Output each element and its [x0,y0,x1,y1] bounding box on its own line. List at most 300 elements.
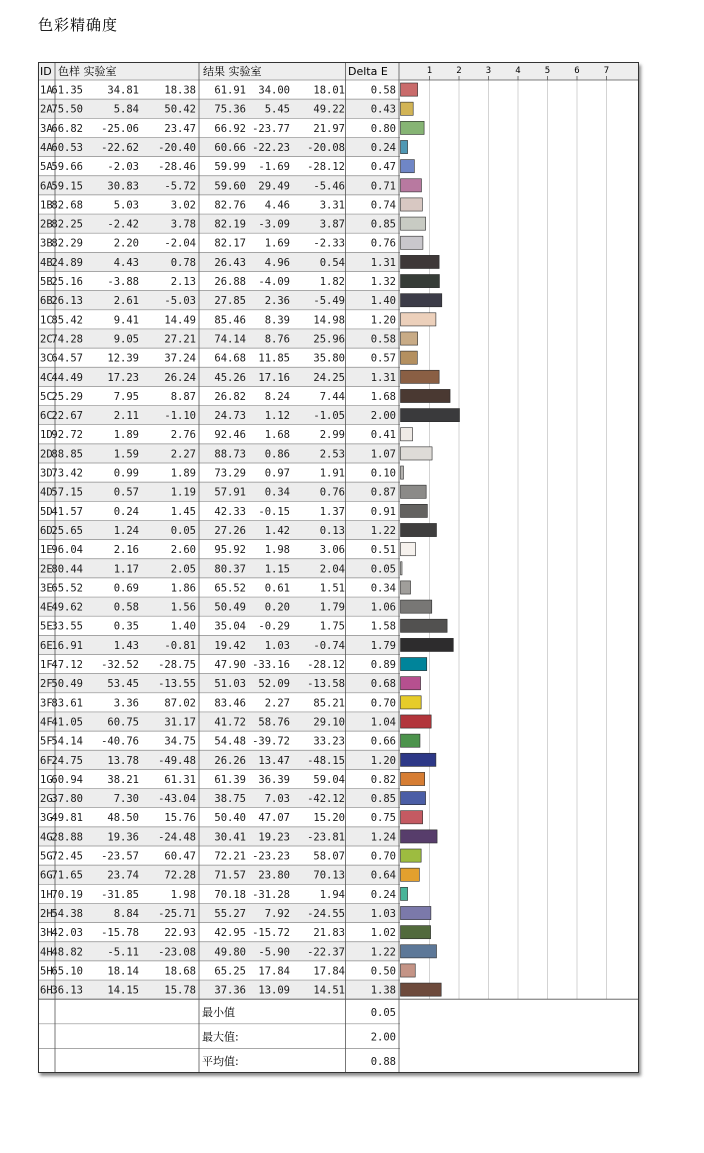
cell-sample-b: 14.49 [164,314,196,327]
cell-delta-e: 1.02 [370,927,396,940]
cell-result-b: 1.75 [319,620,345,633]
cell-result-l: 74.14 [214,333,246,346]
cell-id: 3F [40,697,53,710]
cell-sample-l: 59.66 [51,161,83,174]
cell-result-l: 49.80 [214,946,246,959]
delta-e-bar [401,734,420,747]
cell-sample-b: 15.78 [164,984,196,997]
cell-sample-l: 75.50 [51,103,83,116]
cell-result-l: 47.90 [214,659,246,671]
cell-sample-l: 24.89 [51,256,83,269]
cell-sample-a: -23.57 [101,850,139,863]
cell-delta-e: 1.32 [370,276,396,288]
cell-sample-a: 5.03 [113,199,139,212]
cell-sample-b: 2.13 [170,276,196,288]
cell-id: 1C [40,314,53,327]
cell-result-b: 0.13 [319,524,345,537]
cell-delta-e: 1.31 [370,371,396,384]
cell-delta-e: 0.89 [370,659,396,671]
cell-sample-a: 9.05 [113,333,139,346]
cell-result-l: 82.17 [214,237,246,250]
cell-delta-e: 1.58 [370,620,396,633]
cell-result-a: 58.76 [258,716,290,729]
delta-e-bar [401,447,433,460]
delta-e-bar [401,849,422,862]
cell-result-l: 27.26 [214,524,246,537]
cell-result-b: 3.06 [319,544,345,557]
cell-sample-a: 2.11 [113,410,139,423]
cell-result-a: 1.42 [264,524,290,537]
delta-e-bar [401,945,437,958]
cell-sample-a: 60.75 [107,716,139,729]
cell-sample-a: -25.06 [101,122,139,135]
cell-id: 4A [40,141,53,154]
cell-result-b: 0.54 [319,256,345,269]
cell-delta-e: 0.70 [370,697,396,710]
cell-result-b: -24.55 [307,907,345,920]
cell-result-b: 49.22 [313,103,345,116]
cell-sample-b: 23.47 [164,122,196,135]
cell-result-l: 59.60 [214,180,246,193]
cell-result-b: -13.58 [307,678,345,691]
cell-sample-a: 0.24 [113,505,139,518]
cell-id: 2H [40,907,53,920]
cell-sample-a: 7.95 [113,390,139,403]
cell-sample-a: 9.41 [113,314,139,327]
cell-sample-l: 96.04 [51,544,83,557]
cell-result-l: 60.66 [214,141,246,154]
cell-delta-e: 0.64 [370,869,396,882]
cell-sample-b: 1.56 [170,601,196,614]
delta-e-bar [401,409,460,422]
cell-sample-a: 2.20 [113,237,139,250]
cell-sample-b: 0.05 [170,524,196,537]
delta-e-bar [401,619,448,632]
cell-result-a: 1.03 [264,639,290,652]
delta-e-bar [401,677,421,690]
cell-sample-l: 25.29 [51,390,83,403]
cell-result-b: -48.15 [307,754,345,767]
delta-e-bar [401,638,454,651]
cell-result-l: 51.03 [214,678,246,691]
cell-id: 2A [40,103,53,116]
cell-result-b: -28.12 [307,659,345,671]
delta-e-bar [401,581,411,594]
cell-id: 1G [40,773,53,786]
cell-result-b: 1.94 [319,888,345,901]
cell-sample-l: 37.80 [51,793,83,806]
cell-sample-a: 18.14 [107,965,139,978]
cell-result-l: 54.48 [214,735,246,748]
cell-id: 3G [40,812,53,825]
cell-result-b: 2.04 [319,563,345,576]
cell-sample-b: -20.40 [158,141,196,154]
cell-sample-b: 1.45 [170,505,196,518]
header-id: ID [40,65,52,78]
cell-result-b: 14.51 [313,984,345,997]
delta-e-bar [401,140,408,153]
header-delta-e: Delta E [348,65,388,78]
cell-id: 5A [40,161,53,174]
cell-delta-e: 1.24 [370,831,396,844]
cell-result-a: 4.96 [264,256,290,269]
summary-label: 最小值 [202,1006,235,1019]
cell-result-l: 42.33 [214,505,246,518]
cell-delta-e: 0.58 [370,84,396,97]
cell-sample-b: 2.60 [170,544,196,557]
cell-result-b: 21.83 [313,927,345,940]
cell-result-l: 71.57 [214,869,246,882]
cell-sample-a: 2.16 [113,544,139,557]
cell-sample-l: 65.10 [51,965,83,978]
cell-sample-l: 57.15 [51,486,83,499]
cell-result-b: 29.10 [313,716,345,729]
cell-id: 3A [40,122,53,135]
header-sample-lab: 色样 实验室 [58,65,117,78]
cell-sample-l: 25.65 [51,524,83,537]
delta-e-bar [401,792,426,805]
cell-sample-l: 44.49 [51,371,83,384]
cell-result-a: 17.84 [258,965,290,978]
cell-sample-l: 92.72 [51,429,83,442]
cell-sample-b: -43.04 [158,793,196,806]
cell-sample-b: -28.46 [158,161,196,174]
delta-e-bar [401,504,428,517]
cell-result-a: 8.39 [264,314,290,327]
cell-id: 4D [40,486,53,499]
cell-sample-b: 3.78 [170,218,196,231]
delta-e-bar [401,313,436,326]
cell-sample-l: 85.42 [51,314,83,327]
cell-sample-a: 1.17 [113,563,139,576]
cell-result-a: 1.98 [264,544,290,557]
cell-result-l: 72.21 [214,850,246,863]
cell-result-a: 13.47 [258,754,290,767]
cell-result-l: 85.46 [214,314,246,327]
cell-result-a: 0.34 [264,486,290,499]
cell-result-b: 7.44 [319,390,345,403]
cell-delta-e: 0.24 [370,888,396,901]
chart-tick-label: 6 [574,66,580,76]
cell-sample-b: 1.86 [170,582,196,595]
delta-e-bar [401,294,442,307]
cell-sample-l: 42.03 [51,927,83,940]
cell-result-b: 1.37 [319,505,345,518]
cell-id: 4B [40,256,53,269]
cell-sample-b: 8.87 [170,390,196,403]
cell-delta-e: 0.68 [370,678,396,691]
delta-e-bar [401,351,418,364]
cell-sample-a: 13.78 [107,754,139,767]
cell-result-b: 59.04 [313,773,345,786]
cell-result-a: 1.15 [264,563,290,576]
cell-result-l: 66.92 [214,122,246,135]
color-accuracy-table-chart [38,62,639,1073]
cell-result-l: 65.52 [214,582,246,595]
cell-result-a: 7.03 [264,793,290,806]
delta-e-bar [401,275,440,288]
chart-tick-label: 1 [426,66,433,76]
cell-result-a: 8.24 [264,390,290,403]
cell-result-b: -5.49 [313,295,345,308]
cell-result-b: 2.53 [319,448,345,461]
cell-sample-b: -0.81 [164,639,196,652]
cell-sample-l: 82.68 [51,199,83,212]
cell-delta-e: 0.85 [370,218,396,231]
cell-sample-a: 14.15 [107,984,139,997]
cell-result-a: -5.90 [258,946,290,959]
cell-delta-e: 1.22 [370,946,396,959]
cell-sample-l: 71.65 [51,869,83,882]
cell-result-a: -3.09 [258,218,290,231]
cell-delta-e: 1.03 [370,907,396,920]
delta-e-bar [401,466,404,479]
chart-tick-label: 7 [603,66,610,76]
delta-e-bar [401,830,438,843]
cell-id: 6A [40,180,53,193]
cell-id: 6D [40,524,53,537]
cell-sample-b: 18.68 [164,965,196,978]
cell-sample-a: 8.84 [113,907,139,920]
cell-sample-a: -15.78 [101,927,139,940]
cell-sample-b: -13.55 [158,678,196,691]
cell-result-a: -31.28 [252,888,290,901]
cell-result-l: 70.18 [214,888,246,901]
cell-sample-a: -40.76 [101,735,139,748]
cell-result-l: 19.42 [214,639,246,652]
delta-e-bar [401,868,420,881]
cell-sample-l: 65.52 [51,582,83,595]
cell-result-a: 17.16 [258,371,290,384]
cell-result-a: 2.36 [264,295,290,308]
cell-delta-e: 0.74 [370,199,396,212]
cell-id: 5E [40,620,53,633]
cell-sample-a: -2.42 [107,218,139,231]
cell-id: 2G [40,793,53,806]
cell-delta-e: 2.00 [370,410,396,423]
delta-e-bar [401,926,431,939]
cell-id: 4C [40,371,53,384]
cell-result-b: 21.97 [313,122,345,135]
cell-delta-e: 0.41 [370,429,396,442]
cell-sample-b: -24.48 [158,831,196,844]
cell-result-a: 0.61 [264,582,290,595]
cell-sample-b: 2.27 [170,448,196,461]
cell-id: 1H [40,888,53,901]
cell-sample-l: 88.85 [51,448,83,461]
cell-result-a: 29.49 [258,180,290,193]
cell-result-l: 83.46 [214,697,246,710]
delta-e-bar [401,217,426,230]
cell-delta-e: 0.66 [370,735,396,748]
delta-e-bar [401,964,416,977]
cell-result-a: 0.97 [264,467,290,480]
cell-sample-a: 38.21 [107,773,139,786]
cell-sample-b: 31.17 [164,716,196,729]
cell-delta-e: 1.20 [370,754,396,767]
cell-sample-b: 1.89 [170,467,196,480]
cell-delta-e: 0.58 [370,333,396,346]
cell-sample-l: 82.29 [51,237,83,250]
cell-result-b: 15.20 [313,812,345,825]
cell-delta-e: 0.47 [370,161,396,174]
cell-delta-e: 1.40 [370,295,396,308]
cell-delta-e: 0.70 [370,850,396,863]
cell-sample-b: 1.40 [170,620,196,633]
cell-delta-e: 0.80 [370,122,396,135]
delta-e-bar [401,811,423,824]
color-accuracy-report [38,62,639,1073]
cell-result-b: -23.81 [307,831,345,844]
cell-delta-e: 0.91 [370,505,396,518]
cell-sample-l: 60.53 [51,141,83,154]
summary-value: 0.05 [370,1007,396,1019]
cell-result-l: 38.75 [214,793,246,806]
cell-result-a: 4.46 [264,199,290,212]
cell-result-a: 5.45 [264,103,290,116]
cell-sample-b: -23.08 [158,946,196,959]
cell-sample-b: 26.24 [164,371,196,384]
cell-result-l: 26.88 [214,276,246,288]
header-result-lab: 结果 实验室 [203,65,262,78]
cell-delta-e: 0.82 [370,773,396,786]
delta-e-bar [401,906,431,919]
cell-sample-a: 1.59 [113,448,139,461]
cell-sample-l: 33.55 [51,620,83,633]
cell-result-b: 85.21 [313,697,345,710]
cell-sample-b: 87.02 [164,697,196,710]
cell-id: 5H [40,965,53,978]
cell-sample-b: -49.48 [158,754,196,767]
cell-sample-l: 59.15 [51,180,83,193]
delta-e-bar [401,562,403,575]
cell-sample-a: -31.85 [101,888,139,901]
delta-e-bar [401,236,423,249]
cell-result-a: 23.80 [258,869,290,882]
cell-sample-l: 24.75 [51,754,83,767]
cell-sample-a: 19.36 [107,831,139,844]
cell-result-l: 61.91 [214,84,246,97]
cell-result-a: 1.12 [264,410,290,423]
cell-result-a: -39.72 [252,735,290,748]
cell-id: 4F [40,716,53,729]
cell-result-b: 1.51 [319,582,345,595]
cell-sample-a: 17.23 [107,371,139,384]
cell-result-a: 36.39 [258,773,290,786]
cell-sample-b: 50.42 [164,103,196,116]
cell-result-l: 50.40 [214,812,246,825]
cell-sample-a: 4.43 [113,256,139,269]
cell-result-b: 35.80 [313,352,345,365]
cell-result-l: 37.36 [214,984,246,997]
delta-e-bar [401,753,436,766]
cell-sample-b: 34.75 [164,735,196,748]
cell-sample-b: 60.47 [164,850,196,863]
delta-e-bar [401,600,432,613]
cell-id: 5F [40,735,53,748]
cell-sample-a: 34.81 [107,84,139,97]
cell-result-b: -0.74 [313,639,345,652]
cell-result-l: 35.04 [214,620,246,633]
cell-id: 1B [40,199,53,212]
cell-id: 5G [40,850,53,863]
delta-e-bar [401,102,414,115]
delta-e-bar [401,983,442,996]
cell-sample-b: -1.10 [164,410,196,423]
cell-delta-e: 1.38 [370,984,396,997]
cell-result-a: 7.92 [264,907,290,920]
cell-sample-a: 0.58 [113,601,139,614]
cell-id: 6E [40,639,53,652]
delta-e-bar [401,887,408,900]
cell-result-l: 82.19 [214,218,246,231]
cell-result-a: 47.07 [258,812,290,825]
cell-sample-l: 50.49 [51,678,83,691]
cell-delta-e: 0.43 [370,103,396,116]
cell-result-a: 52.09 [258,678,290,691]
cell-id: 2B [40,218,53,231]
cell-delta-e: 0.75 [370,812,396,825]
cell-result-b: -5.46 [313,180,345,193]
cell-result-b: 1.91 [319,467,345,480]
cell-sample-a: 0.57 [113,486,139,499]
cell-sample-l: 25.16 [51,276,83,288]
cell-sample-b: 1.98 [170,888,196,901]
cell-sample-a: 53.45 [107,678,139,691]
cell-id: 6B [40,295,53,308]
cell-delta-e: 1.31 [370,256,396,269]
cell-sample-a: 23.74 [107,869,139,882]
cell-sample-a: -5.11 [107,946,139,959]
cell-sample-b: 37.24 [164,352,196,365]
cell-result-b: -42.12 [307,793,345,806]
cell-delta-e: 0.51 [370,544,396,557]
cell-sample-a: -2.03 [107,161,139,174]
delta-e-bar [401,332,418,345]
cell-id: 6H [40,984,53,997]
cell-delta-e: 1.22 [370,524,396,537]
cell-id: 3D [40,467,53,480]
cell-result-l: 73.29 [214,467,246,480]
cell-sample-a: 1.24 [113,524,139,537]
cell-sample-l: 80.44 [51,563,83,576]
cell-sample-l: 26.13 [51,295,83,308]
cell-result-l: 41.72 [214,716,246,729]
cell-delta-e: 0.71 [370,180,396,193]
cell-sample-b: 15.76 [164,812,196,825]
cell-result-b: 17.84 [313,965,345,978]
cell-sample-a: 48.50 [107,812,139,825]
cell-result-a: 1.68 [264,429,290,442]
cell-result-a: 13.09 [258,984,290,997]
cell-sample-b: 1.19 [170,486,196,499]
cell-delta-e: 0.10 [370,467,396,480]
cell-id: 2D [40,448,53,461]
cell-id: 6G [40,869,53,882]
cell-id: 4E [40,601,53,614]
cell-result-b: 24.25 [313,371,345,384]
summary-value: 0.88 [370,1056,396,1069]
cell-result-a: -1.69 [258,161,290,174]
delta-e-bar [401,198,423,211]
cell-sample-a: -3.88 [107,276,139,288]
delta-e-bar [401,160,415,173]
cell-result-a: -22.23 [252,141,290,154]
cell-result-b: 18.01 [313,84,345,97]
cell-sample-l: 82.25 [51,218,83,231]
cell-sample-l: 22.67 [51,410,83,423]
cell-result-l: 80.37 [214,563,246,576]
